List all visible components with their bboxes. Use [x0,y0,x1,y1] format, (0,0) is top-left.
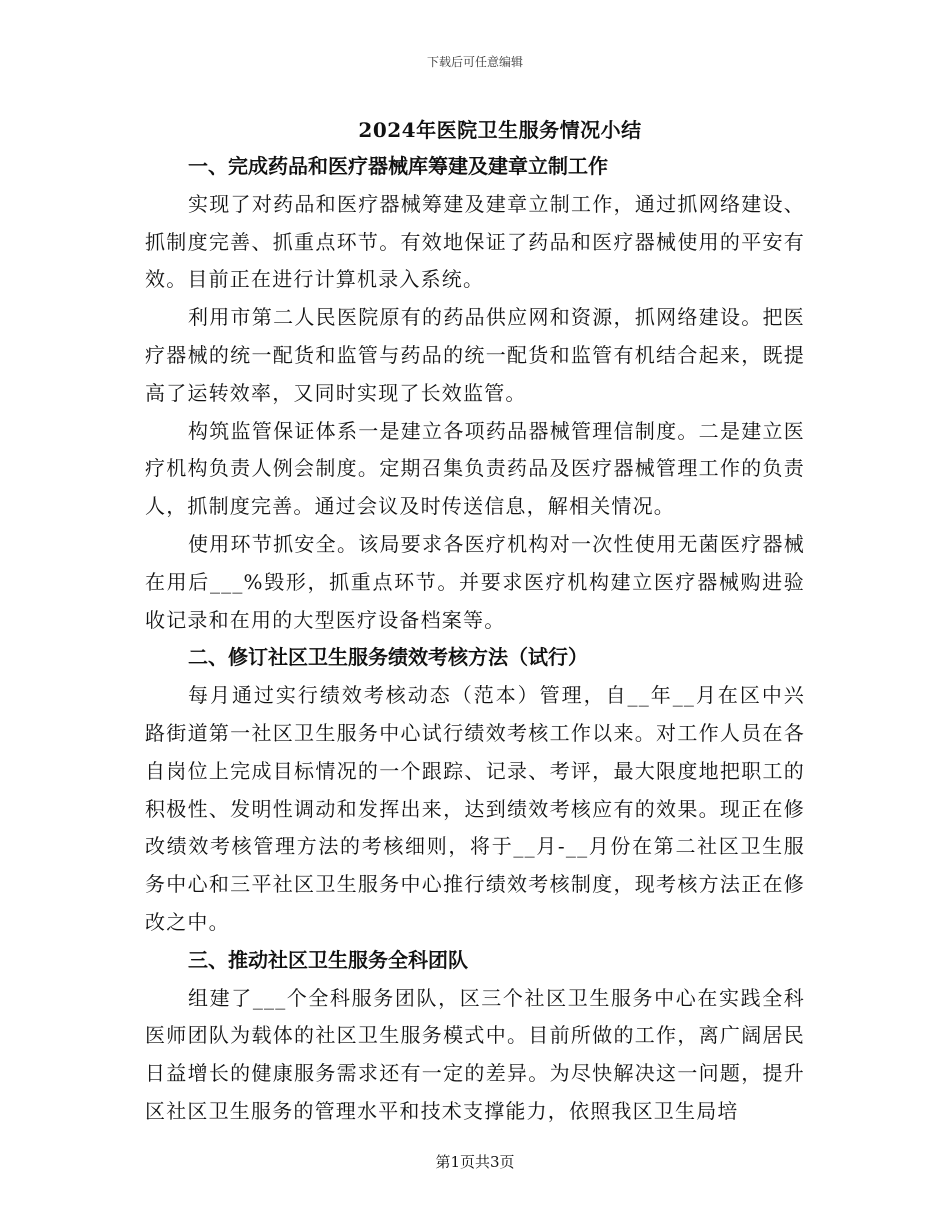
page-header: 下载后可任意编辑 [426,55,523,69]
document-title: 2024年医院卫生服务情况小结 [358,118,642,142]
section-3-heading: 三、推动社区卫生服务全科团队 [188,947,468,972]
section-1-paragraph-2: 利用市第二人民医院原有的药品供应网和资源，抓网络建设。把医疗器械的统一配货和监管与药品的统一配货和监管有机结合起来，既提高了运转效率，又同时实现了长效监管。 [145,305,805,405]
section-1-paragraph-3: 构筑监管保证体系一是建立各项药品器械管理信制度。二是建立医疗机构负责人例会制度。定期召集负责药品及医疗器械管理工作的负责人，抓制度完善。通过会议及时传送信息，解相关情况。 [145,418,805,519]
section-1-paragraph-1: 实现了对药品和医疗器械筹建及建章立制工作，通过抓网络建设、抓制度完善、抓重点环节。有效地保证了药品和医疗器械使用的平安有效。目前正在进行计算机录入系统。 [145,191,805,292]
section-2-heading: 二、修订社区卫生服务绩效考核方法（试行） [188,645,588,670]
section-2-paragraph-1: 每月通过实行绩效考核动态（范本）管理，自__年__月在区中兴路街道第一社区卫生服务中心试行绩效考核工作以来。对工作人员在各自岗位上完成目标情况的一个跟踪、记录、考评，最大限度地把职工的积极性、发明性调动和发挥出来，达到绩效考核应有的效果。现正在修改绩效考核管理方法的考核细则，将于__月-__月份在第二社区卫生服务中心和三平社区卫生服务中心推行绩效考核制度，现考核方法正在修改之中。 [145,683,805,934]
section-1-heading: 一、完成药品和医疗器械库筹建及建章立制工作 [188,154,608,178]
document-body [145,148,805,1131]
page-number: 第1页共3页 [435,1153,515,1171]
section-3-paragraph-1: 组建了___个全科服务团队，区三个社区卫生服务中心在实践全科医师团队为载体的社区卫生服务模式中。目前所做的工作，离广阔居民日益增长的健康服务需求还有一定的差异。为尽快解决这一问题，提升区社区卫生服务的管理水平和技术支撑能力，依照我区卫生局培 [145,985,805,1123]
section-1-paragraph-4: 使用环节抓安全。该局要求各医疗机构对一次性使用无菌医疗器械在用后___%毁形，抓重点环节。并要求医疗机构建立医疗器械购进验收记录和在用的大型医疗设备档案等。 [145,531,805,632]
